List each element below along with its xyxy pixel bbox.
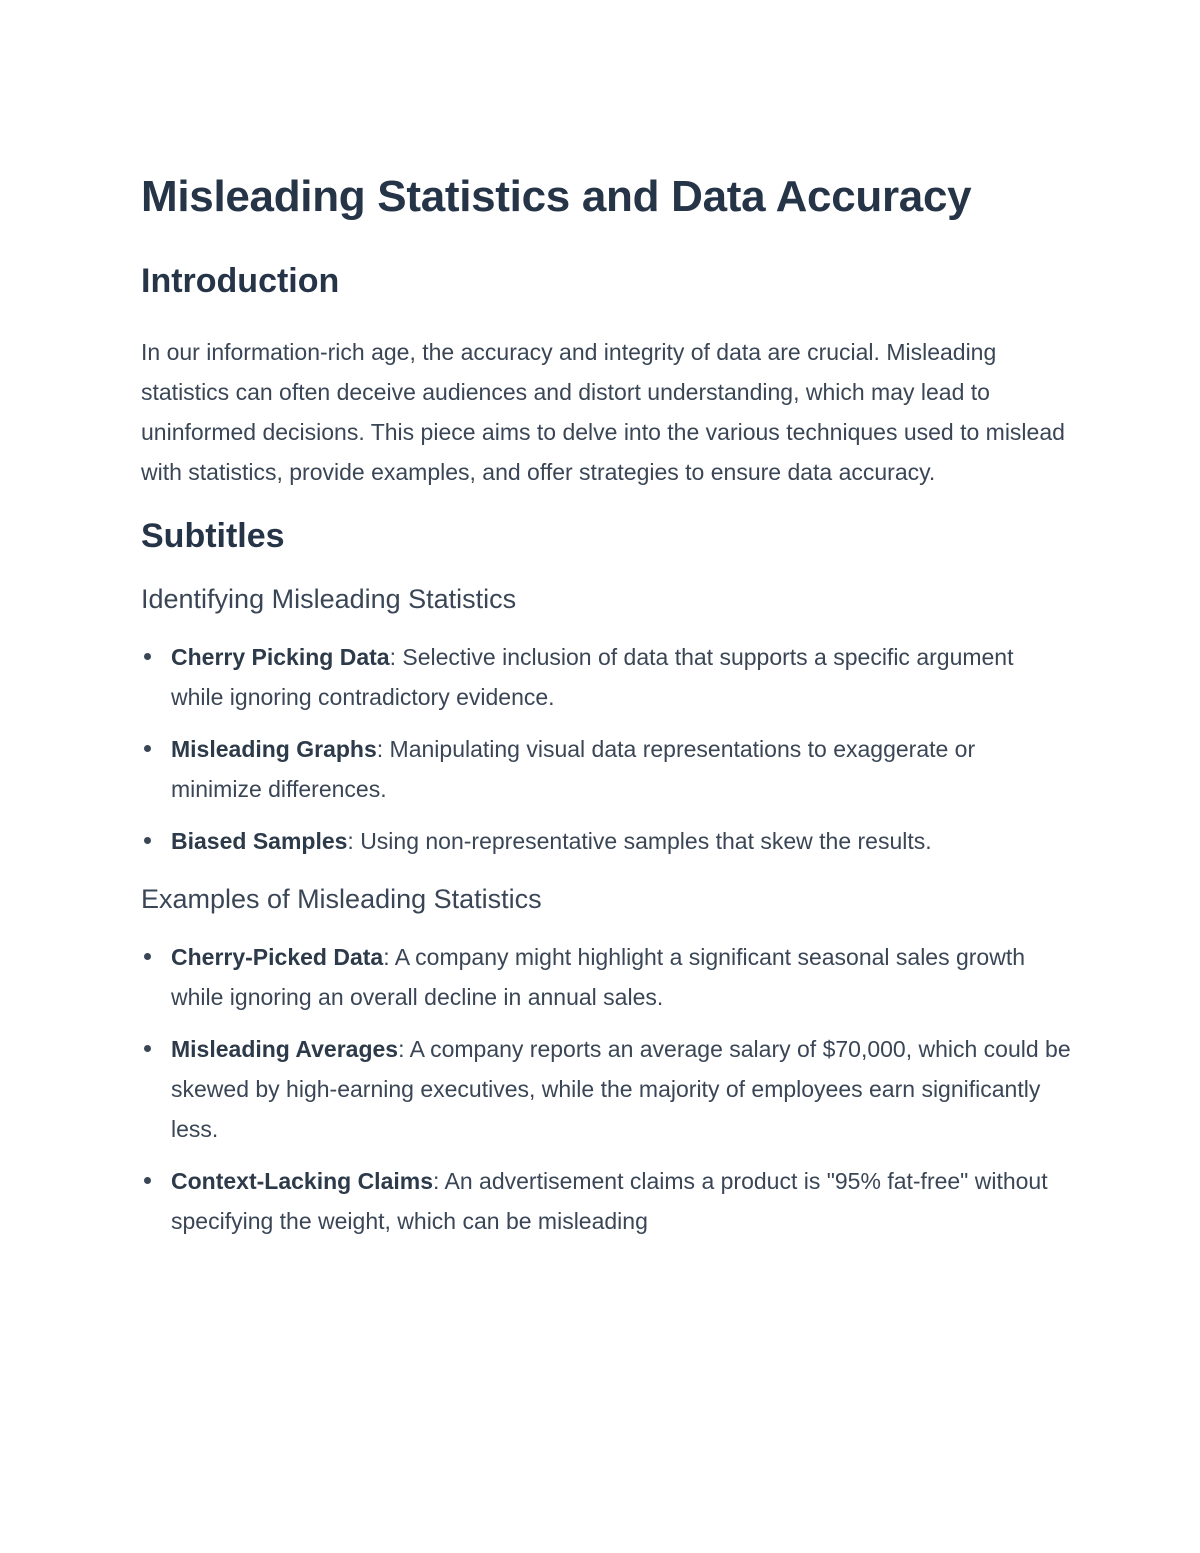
list-item [141, 637, 1071, 717]
bullet-icon [144, 1045, 151, 1052]
list-item-term: Misleading Graphs [171, 736, 377, 762]
list-item [141, 729, 1071, 809]
section-heading-examples: Examples of Misleading Statistics [141, 884, 542, 914]
introduction-paragraph: In our information-rich age, the accuracy and integrity of data are crucial. Misleading statistics can often deceive audiences and distort understanding, which may lead to uninformed decisions. This piece aims to delve into the various techniques used to mislead with statistics, provide examples, and offer strategies to ensure data accuracy. [141, 339, 1065, 485]
list-item-text: : A company reports an average salary of $70,000, which could be skewed by high-earning executives, while the majority of employees earn significantly less. [171, 1036, 1071, 1142]
bullet-icon [144, 837, 151, 844]
document-title: Misleading Statistics and Data Accuracy [141, 172, 972, 221]
list-item-text: : Manipulating visual data representations to exaggerate or minimize differences. [171, 736, 976, 802]
bullet-icon [144, 745, 151, 752]
bullet-icon [144, 1177, 151, 1184]
identifying-list [141, 637, 1071, 861]
list-item [141, 1029, 1071, 1149]
list-item [141, 937, 1071, 1017]
list-item-term: Misleading Averages [171, 1036, 399, 1062]
introduction-heading: Introduction [141, 262, 340, 300]
section-heading-identifying: Identifying Misleading Statistics [141, 584, 517, 614]
list-item-term: Cherry Picking Data [171, 644, 390, 670]
list-item-text: : A company might highlight a significant seasonal sales growth while ignoring an overall decline in annual sales. [171, 944, 1026, 1010]
list-item-text: : Selective inclusion of data that supports a specific argument while ignoring contradictory evidence. [171, 644, 1014, 710]
list-item-text: : An advertisement claims a product is "95% fat-free" without specifying the weight, which can be misleading [171, 1168, 1048, 1234]
examples-list [141, 937, 1071, 1241]
list-item-term: Context-Lacking Claims [171, 1168, 433, 1194]
list-item-term: Biased Samples [171, 828, 348, 854]
list-item-text: : Using non-representative samples that skew the results. [347, 828, 932, 854]
document-page [141, 165, 1071, 1241]
bullet-icon [144, 653, 151, 660]
list-item [141, 1161, 1071, 1241]
bullet-icon [144, 953, 151, 960]
list-item [141, 821, 1071, 861]
subtitles-heading: Subtitles [141, 517, 285, 555]
list-item-term: Cherry-Picked Data [171, 944, 384, 970]
